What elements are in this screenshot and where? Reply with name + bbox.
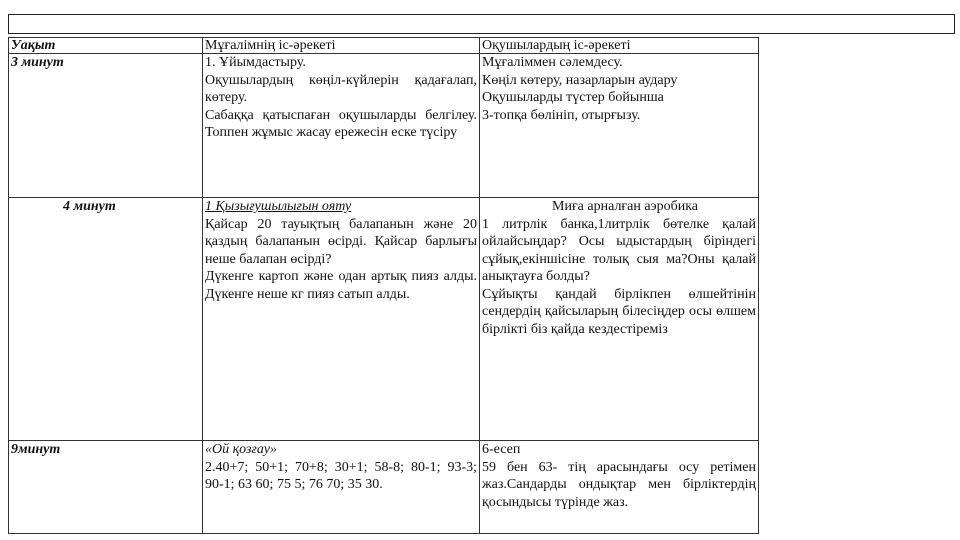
- teacher-line: Оқушылардың көңіл-күйлерін қадағалап, көтеру.: [205, 72, 477, 105]
- teacher-line: 1. Ұйымдастыру.: [205, 55, 306, 70]
- students-line: Мұғаліммен сәлемдесу.: [482, 55, 623, 70]
- teacher-section-title: 1 Қызығушылығын ояту: [205, 199, 352, 214]
- students-line: 59 бен 63- тің арасындағы осу ретімен жаз.Сандарды ондықтар мен бірліктердің қосындысы түрінде жаз.: [482, 459, 756, 510]
- teacher-line: 2.40+7; 50+1; 70+8; 30+1; 58-8; 80-1; 93-3; 90-1; 63 60; 75 5; 76 70; 35 30.: [205, 459, 477, 492]
- title-box: [8, 14, 955, 34]
- header-time: Уақыт: [9, 38, 203, 54]
- students-line: 1 литрлік банка,1литрлік бөтелке қалай ойлайсыңдар? Осы ыдыстардың біріндегі сұйық,екіншісіне толық сыя ма?Оны қалай анықтауға болды?: [482, 216, 756, 284]
- row-time: 3 минут: [9, 54, 203, 198]
- students-section-title: Миға арналған аэробика: [552, 199, 699, 214]
- teacher-section-title: «Ой қозғау»: [205, 442, 277, 457]
- lesson-plan-table: [8, 37, 759, 534]
- header-teacher: Мұғалімнің іс-әрекеті: [203, 38, 480, 54]
- students-activity: [480, 441, 759, 534]
- teacher-activity: [203, 54, 480, 198]
- students-activity: [480, 54, 759, 198]
- table-row: [9, 198, 759, 441]
- row-time: 4 минут: [9, 198, 203, 441]
- students-line: Оқушыларды түстер бойынша: [482, 90, 664, 105]
- teacher-activity: [203, 198, 480, 441]
- students-activity: [480, 198, 759, 441]
- teacher-line: Сабаққа қатыспаған оқушыларды белгілеу. Топпен жұмыс жасау ережесін еске түсіру: [205, 107, 477, 140]
- students-line: Көңіл көтеру, назарларын аудару: [482, 72, 678, 88]
- table-row: [9, 54, 759, 198]
- header-students: Оқушылардың іс-әрекеті: [480, 38, 759, 54]
- row-time: 9минут: [9, 441, 203, 534]
- table-row: [9, 441, 759, 534]
- table-header-row: [9, 38, 759, 54]
- teacher-line: Қайсар 20 тауықтың балапанын және 20 қаздың балапанын өсірді. Қайсар барлығы неше балапан өсірді?: [205, 216, 477, 267]
- students-line: Сұйықты қандай бірлікпен өлшейтінін сендердің қайсыларың білесіңдер осы өлшем бірлікті біз қайда кездестіреміз: [482, 286, 756, 337]
- teacher-line: Дүкенге картоп және одан артық пияз алды. Дүкенге неше кг пияз сатып алды.: [205, 269, 477, 302]
- teacher-activity: [203, 441, 480, 534]
- students-line: 3-топқа бөлініп, отырғызу.: [482, 107, 641, 123]
- students-section-title: 6-есеп: [482, 442, 521, 457]
